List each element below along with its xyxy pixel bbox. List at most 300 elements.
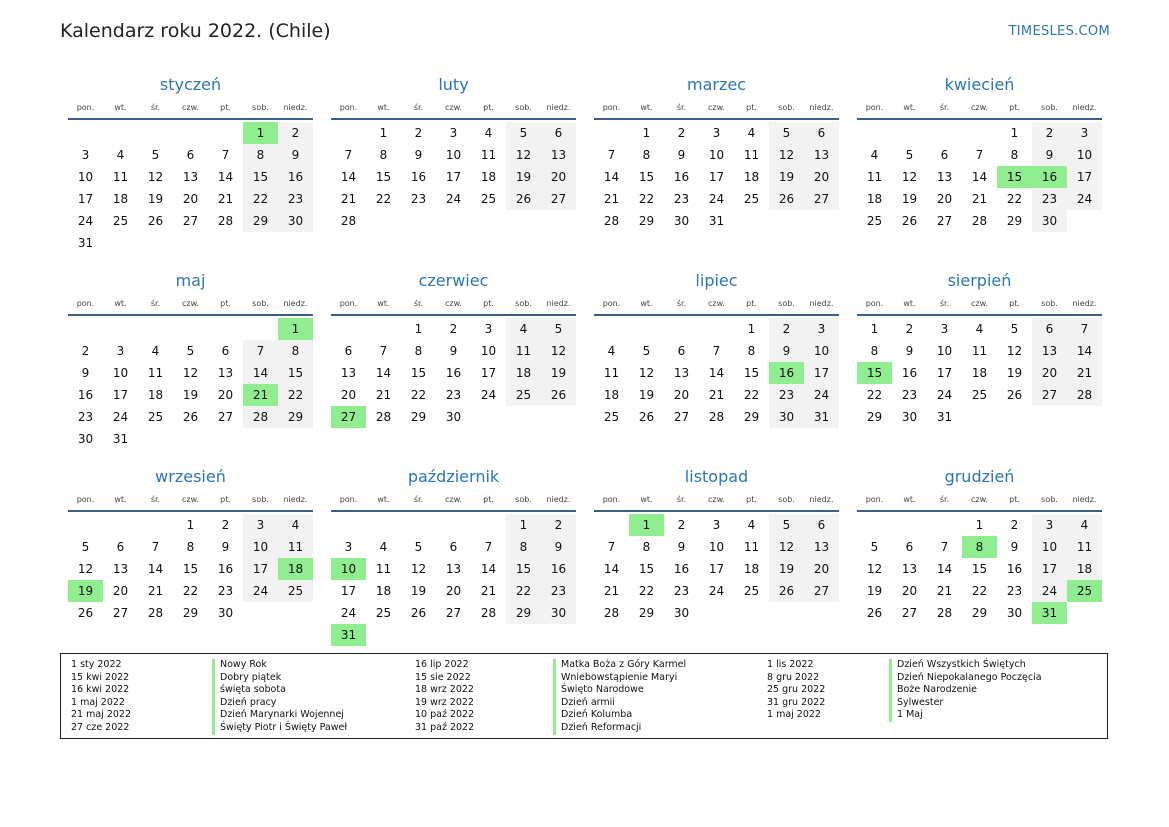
day-cell: 17 [77, 192, 94, 206]
day-cell: 22 [971, 584, 988, 598]
day-cell: 28 [1067, 384, 1102, 406]
day-cell: 18 [971, 366, 988, 380]
weekday-label: wt. [377, 299, 390, 308]
day-cell: 13 [445, 562, 462, 576]
holiday-day-cell: 31 [331, 624, 366, 646]
holiday-day-cell: 10 [331, 558, 366, 580]
day-cell: 12 [77, 562, 94, 576]
day-cell: 3 [243, 514, 278, 536]
weekday-label: niedz. [1072, 299, 1097, 308]
day-cell: 11 [480, 148, 497, 162]
weekday-label: sob. [252, 103, 269, 112]
weekday-label: niedz. [546, 299, 571, 308]
day-cell: 9 [221, 540, 230, 554]
day-cell: 13 [112, 562, 129, 576]
legend-holiday-name: 1 Maj [889, 709, 1107, 722]
day-cell: 27 [1032, 384, 1067, 406]
weekday-label: pt. [483, 299, 494, 308]
day-cell: 2 [541, 514, 576, 536]
day-cell: 22 [375, 192, 392, 206]
day-cell: 11 [971, 344, 988, 358]
weekday-header [857, 490, 1102, 512]
day-cell: 13 [936, 170, 953, 184]
day-cell: 24 [1032, 580, 1067, 602]
day-cell: 6 [344, 344, 353, 358]
legend-holiday-name: Boże Narodzenie [889, 684, 1107, 697]
day-cell: 14 [603, 170, 620, 184]
day-cell: 18 [147, 388, 164, 402]
weekday-label: czw. [182, 495, 199, 504]
legend-date: 8 gru 2022 [767, 671, 820, 683]
month-calendar [331, 464, 576, 660]
day-cell: 1 [642, 126, 651, 140]
day-cell: 13 [1032, 340, 1067, 362]
empty-day-cell [138, 514, 173, 536]
legend-date: 31 paź 2022 [415, 721, 475, 733]
day-cell: 7 [1067, 318, 1102, 340]
day-cell: 26 [901, 214, 918, 228]
day-cell: 7 [151, 540, 160, 554]
days-grid [68, 122, 313, 254]
day-cell: 9 [414, 148, 423, 162]
weekday-label: śr. [939, 103, 950, 112]
day-cell: 6 [449, 540, 458, 554]
day-cell: 2 [1032, 122, 1067, 144]
empty-day-cell [138, 318, 173, 340]
holiday-day-cell: 1 [243, 122, 278, 144]
weekday-label: pon. [76, 299, 95, 308]
day-cell: 5 [151, 148, 160, 162]
day-cell: 5 [870, 540, 879, 554]
day-cell: 23 [1006, 584, 1023, 598]
day-cell: 14 [217, 170, 234, 184]
month-name: sierpień [947, 271, 1012, 290]
holiday-day-cell: 1 [629, 514, 664, 536]
day-cell: 15 [410, 366, 427, 380]
day-cell: 12 [541, 340, 576, 362]
day-cell: 17 [445, 170, 462, 184]
weekday-label: czw. [445, 495, 462, 504]
day-cell: 7 [607, 148, 616, 162]
day-cell: 3 [804, 318, 839, 340]
day-cell: 24 [340, 606, 357, 620]
month-name: marzec [686, 75, 746, 94]
empty-day-cell [103, 514, 138, 536]
day-cell: 1 [975, 518, 984, 532]
day-cell: 24 [936, 388, 953, 402]
month-calendar [331, 72, 576, 268]
day-cell: 7 [484, 540, 493, 554]
day-cell: 1 [1010, 126, 1019, 140]
holiday-day-cell: 25 [1067, 580, 1102, 602]
day-cell: 3 [484, 322, 493, 336]
day-cell: 21 [340, 192, 357, 206]
empty-day-cell [173, 318, 208, 340]
day-cell: 4 [151, 344, 160, 358]
weekday-label: czw. [182, 103, 199, 112]
weekday-label: sob. [1041, 103, 1058, 112]
weekday-label: pt. [483, 495, 494, 504]
day-cell: 8 [278, 340, 313, 362]
legend-holiday-name: Dzień Marynarki Wojennej [212, 709, 405, 722]
day-cell: 10 [1032, 536, 1067, 558]
weekday-label: pon. [339, 103, 358, 112]
day-cell: 16 [541, 558, 576, 580]
day-cell: 14 [243, 362, 278, 384]
day-cell: 3 [712, 518, 721, 532]
day-cell: 26 [1006, 388, 1023, 402]
legend-date: 1 lis 2022 [767, 659, 814, 670]
weekday-label: wt. [903, 495, 916, 504]
day-cell: 20 [936, 192, 953, 206]
day-cell: 15 [638, 562, 655, 576]
day-cell: 26 [638, 410, 655, 424]
day-cell: 19 [182, 388, 199, 402]
day-cell: 9 [677, 540, 686, 554]
empty-day-cell [208, 122, 243, 144]
day-cell: 21 [971, 192, 988, 206]
day-cell: 23 [445, 388, 462, 402]
day-cell: 22 [243, 188, 278, 210]
month-name: maj [175, 271, 206, 290]
day-cell: 27 [901, 606, 918, 620]
days-grid [68, 318, 313, 450]
day-cell: 5 [905, 148, 914, 162]
day-cell: 23 [410, 192, 427, 206]
site-link[interactable]: TIMESLES.COM [1008, 24, 1110, 39]
day-cell: 12 [638, 366, 655, 380]
day-cell: 26 [769, 580, 804, 602]
day-cell: 4 [747, 126, 756, 140]
day-cell: 5 [541, 318, 576, 340]
day-cell: 9 [449, 344, 458, 358]
day-cell: 25 [147, 410, 164, 424]
weekday-label: czw. [182, 299, 199, 308]
day-cell: 19 [147, 192, 164, 206]
day-cell: 29 [743, 410, 760, 424]
day-cell: 5 [186, 344, 195, 358]
legend-column [405, 659, 757, 738]
day-cell: 6 [677, 344, 686, 358]
day-cell: 28 [971, 214, 988, 228]
day-cell: 9 [1010, 540, 1019, 554]
empty-day-cell [962, 122, 997, 144]
day-cell: 28 [936, 606, 953, 620]
weekday-header [68, 98, 313, 120]
day-cell: 3 [1032, 514, 1067, 536]
day-cell: 26 [506, 188, 541, 210]
day-cell: 1 [414, 322, 423, 336]
legend-date: 15 kwi 2022 [71, 671, 130, 683]
day-cell: 19 [901, 192, 918, 206]
day-cell: 2 [414, 126, 423, 140]
weekday-label: wt. [903, 103, 916, 112]
weekday-label: wt. [640, 103, 653, 112]
day-cell: 17 [243, 558, 278, 580]
month-name: styczeń [159, 75, 222, 94]
weekday-label: pon. [602, 495, 621, 504]
day-cell: 18 [480, 170, 497, 184]
day-cell: 30 [901, 410, 918, 424]
day-cell: 20 [804, 166, 839, 188]
weekday-label: śr. [413, 103, 424, 112]
empty-day-cell [927, 122, 962, 144]
day-cell: 14 [971, 170, 988, 184]
day-cell: 11 [278, 536, 313, 558]
weekday-header [331, 294, 576, 316]
legend-holiday-name: Nowy Rok [212, 659, 405, 672]
day-cell: 20 [340, 388, 357, 402]
day-cell: 3 [1067, 122, 1102, 144]
weekday-label: sob. [515, 299, 532, 308]
weekday-label: wt. [640, 495, 653, 504]
month-calendar [68, 268, 313, 464]
day-cell: 13 [182, 170, 199, 184]
day-cell: 14 [1067, 340, 1102, 362]
day-cell: 24 [1067, 188, 1102, 210]
empty-day-cell [699, 318, 734, 340]
day-cell: 24 [445, 192, 462, 206]
day-cell: 12 [769, 144, 804, 166]
day-cell: 13 [901, 562, 918, 576]
day-cell: 18 [866, 192, 883, 206]
day-cell: 2 [1010, 518, 1019, 532]
empty-day-cell [173, 122, 208, 144]
empty-day-cell [401, 514, 436, 536]
day-cell: 8 [642, 148, 651, 162]
day-cell: 17 [708, 562, 725, 576]
weekday-header [68, 294, 313, 316]
weekday-label: czw. [445, 299, 462, 308]
day-cell: 22 [866, 388, 883, 402]
day-cell: 24 [708, 192, 725, 206]
empty-day-cell [366, 514, 401, 536]
day-cell: 24 [77, 214, 94, 228]
holiday-legend [60, 653, 1108, 739]
day-cell: 30 [77, 432, 94, 446]
day-cell: 12 [866, 562, 883, 576]
holiday-day-cell: 15 [857, 362, 892, 384]
empty-day-cell [892, 514, 927, 536]
weekday-label: pon. [865, 495, 884, 504]
empty-day-cell [103, 318, 138, 340]
weekday-label: pon. [865, 103, 884, 112]
day-cell: 7 [975, 148, 984, 162]
day-cell: 27 [673, 410, 690, 424]
day-cell: 25 [743, 584, 760, 598]
holiday-day-cell: 8 [962, 536, 997, 558]
weekday-label: śr. [413, 299, 424, 308]
weekday-label: niedz. [546, 103, 571, 112]
day-cell: 26 [541, 384, 576, 406]
day-cell: 14 [480, 562, 497, 576]
weekday-label: niedz. [1072, 495, 1097, 504]
legend-date: 15 sie 2022 [415, 671, 471, 683]
day-cell: 3 [449, 126, 458, 140]
month-name: kwiecień [944, 75, 1015, 94]
day-cell: 17 [708, 170, 725, 184]
day-cell: 1 [747, 322, 756, 336]
day-cell: 22 [638, 192, 655, 206]
month-name: listopad [684, 467, 749, 486]
day-cell: 30 [673, 606, 690, 620]
day-cell: 2 [449, 322, 458, 336]
empty-day-cell [366, 318, 401, 340]
day-cell: 6 [804, 514, 839, 536]
day-cell: 8 [243, 144, 278, 166]
day-cell: 4 [484, 126, 493, 140]
weekday-label: śr. [150, 495, 161, 504]
day-cell: 20 [673, 388, 690, 402]
day-cell: 16 [217, 562, 234, 576]
weekday-label: pon. [602, 299, 621, 308]
weekday-label: niedz. [283, 495, 308, 504]
month-calendar [594, 268, 839, 464]
day-cell: 19 [1006, 366, 1023, 380]
day-cell: 25 [375, 606, 392, 620]
day-cell: 2 [677, 126, 686, 140]
legend-date: 1 maj 2022 [767, 709, 821, 721]
day-cell: 19 [769, 558, 804, 580]
day-cell: 25 [971, 388, 988, 402]
weekday-label: pon. [339, 495, 358, 504]
day-cell: 29 [278, 406, 313, 428]
empty-day-cell [471, 514, 506, 536]
day-cell: 24 [804, 384, 839, 406]
day-cell: 9 [81, 366, 90, 380]
month-name: grudzień [944, 467, 1015, 486]
day-cell: 7 [712, 344, 721, 358]
day-cell: 12 [182, 366, 199, 380]
day-cell: 18 [743, 170, 760, 184]
day-cell: 19 [638, 388, 655, 402]
day-cell: 12 [901, 170, 918, 184]
empty-day-cell [664, 318, 699, 340]
weekday-label: śr. [676, 299, 687, 308]
day-cell: 5 [414, 540, 423, 554]
holiday-day-cell: 1 [278, 318, 313, 340]
day-cell: 21 [375, 388, 392, 402]
day-cell: 23 [278, 188, 313, 210]
day-cell: 11 [1067, 536, 1102, 558]
day-cell: 25 [603, 410, 620, 424]
day-cell: 10 [708, 540, 725, 554]
day-cell: 6 [905, 540, 914, 554]
day-cell: 29 [638, 214, 655, 228]
day-cell: 11 [603, 366, 620, 380]
day-cell: 4 [278, 514, 313, 536]
day-cell: 15 [182, 562, 199, 576]
day-cell: 11 [506, 340, 541, 362]
day-cell: 10 [445, 148, 462, 162]
empty-day-cell [243, 318, 278, 340]
day-cell: 10 [480, 344, 497, 358]
day-cell: 29 [866, 410, 883, 424]
weekday-label: sob. [252, 495, 269, 504]
empty-day-cell [594, 514, 629, 536]
day-cell: 21 [1067, 362, 1102, 384]
weekday-label: czw. [971, 299, 988, 308]
weekday-label: pt. [1009, 103, 1020, 112]
day-cell: 17 [480, 366, 497, 380]
empty-day-cell [436, 514, 471, 536]
empty-day-cell [331, 318, 366, 340]
day-cell: 30 [769, 406, 804, 428]
day-cell: 6 [221, 344, 230, 358]
day-cell: 19 [541, 362, 576, 384]
day-cell: 12 [769, 536, 804, 558]
day-cell: 6 [116, 540, 125, 554]
weekday-header [68, 490, 313, 512]
legend-date: 31 gru 2022 [767, 696, 826, 708]
days-grid [594, 122, 839, 232]
day-cell: 26 [410, 606, 427, 620]
legend-holiday-name: święta sobota [212, 684, 405, 697]
day-cell: 27 [445, 606, 462, 620]
day-cell: 29 [506, 602, 541, 624]
day-cell: 5 [769, 122, 804, 144]
weekday-label: pon. [76, 103, 95, 112]
day-cell: 16 [77, 388, 94, 402]
day-cell: 18 [375, 584, 392, 598]
day-cell: 30 [673, 214, 690, 228]
day-cell: 27 [112, 606, 129, 620]
day-cell: 20 [1032, 362, 1067, 384]
day-cell: 15 [638, 170, 655, 184]
day-cell: 20 [445, 584, 462, 598]
weekday-label: sob. [515, 495, 532, 504]
day-cell: 8 [414, 344, 423, 358]
day-cell: 13 [541, 144, 576, 166]
weekday-label: pt. [1009, 299, 1020, 308]
weekday-label: sob. [252, 299, 269, 308]
day-cell: 11 [147, 366, 164, 380]
day-cell: 13 [340, 366, 357, 380]
day-cell: 2 [677, 518, 686, 532]
day-cell: 13 [804, 536, 839, 558]
day-cell: 5 [81, 540, 90, 554]
holiday-day-cell: 18 [278, 558, 313, 580]
day-cell: 20 [217, 388, 234, 402]
day-cell: 7 [243, 340, 278, 362]
day-cell: 15 [506, 558, 541, 580]
holiday-day-cell: 16 [1032, 166, 1067, 188]
day-cell: 19 [410, 584, 427, 598]
day-cell: 23 [1032, 188, 1067, 210]
day-cell: 8 [379, 148, 388, 162]
day-cell: 25 [112, 214, 129, 228]
legend-date: 16 lip 2022 [415, 659, 469, 670]
day-cell: 22 [410, 388, 427, 402]
day-cell: 16 [1006, 562, 1023, 576]
holiday-day-cell: 21 [243, 384, 278, 406]
day-cell: 17 [1067, 166, 1102, 188]
day-cell: 5 [642, 344, 651, 358]
day-cell: 29 [243, 210, 278, 232]
day-cell: 30 [217, 606, 234, 620]
empty-day-cell [594, 122, 629, 144]
day-cell: 15 [278, 362, 313, 384]
month-name: październik [407, 467, 500, 486]
weekday-label: pt. [483, 103, 494, 112]
day-cell: 23 [77, 410, 94, 424]
weekday-label: wt. [377, 495, 390, 504]
days-grid [331, 318, 576, 428]
days-grid [68, 514, 313, 624]
weekday-label: pt. [1009, 495, 1020, 504]
weekday-label: czw. [708, 103, 725, 112]
weekday-label: pt. [746, 299, 757, 308]
